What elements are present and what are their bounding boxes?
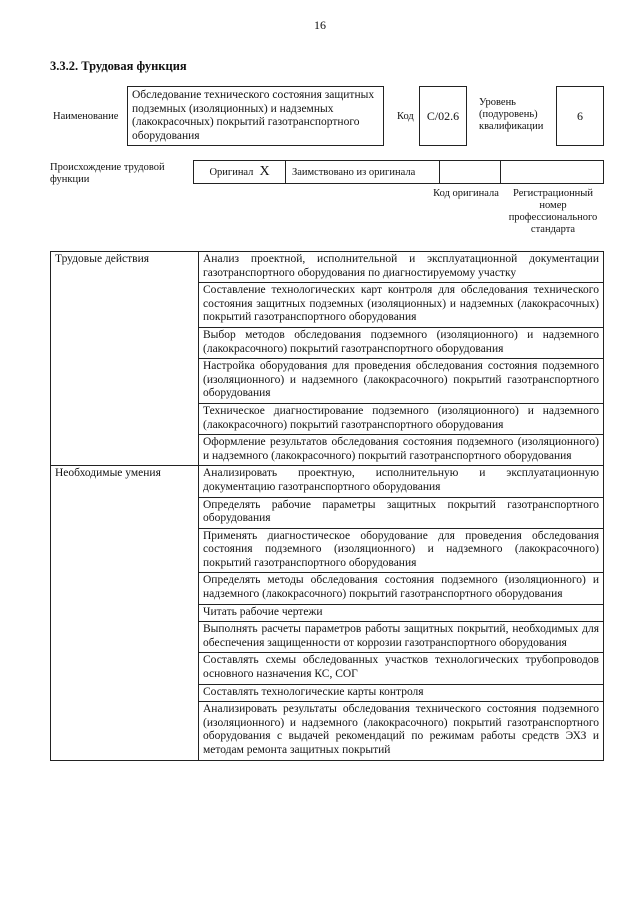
labor-actions-label: Трудовые действия [51, 252, 199, 466]
name-label: Наименование [53, 111, 119, 122]
table-row [51, 466, 604, 497]
table-cell: Определять рабочие параметры защитных покрытий газотранспортного оборудования [199, 497, 604, 528]
code-original-caption: Код оригинала [433, 188, 499, 199]
table-cell: Техническое диагностирование подземного (изоляционного) и надземного (лакокрасочного) покрытий газотранспортного оборудования [199, 403, 604, 434]
code-label: Код [397, 111, 414, 122]
level-label: Уровень (подуровень) квалификации [479, 97, 544, 132]
table-cell: Выполнять расчеты параметров работы защитных покрытий, необходимых для обеспечения защищенности от коррозии газотранспортного оборудования [199, 622, 604, 653]
table-cell: Настройка оборудования для проведения обследования состояния подземного (изоляционного) и надземного (лакокрасочного) покрытий газотранспортного оборудования [199, 359, 604, 404]
table-cell: Читать рабочие чертежи [199, 604, 604, 622]
code-value-box: C/02.6 [419, 86, 467, 146]
table-cell: Анализировать результаты обследования технического состояния подземного (изоляционного) и надземного (лакокрасочного) покрытий газотранспортного оборудования с выдачей рекомендаций по режимам работы средств ЭХЗ и методам ремонта защитных покрытий [199, 702, 604, 760]
table-cell: Составлять технологические карты контроля [199, 684, 604, 702]
function-name-box: Обследование технического состояния защитных подземных (изоляционных) и надземных (лакокрасочных) покрытий газотранспортного оборудования [127, 86, 384, 146]
origin-row [193, 160, 604, 184]
level-value-box: 6 [556, 86, 604, 146]
table-cell: Составлять схемы обследованных участков технологических трубопроводов основного назначения КС, СОГ [199, 653, 604, 684]
reg-number-caption: Регистрационный номер профессионального стандарта [508, 188, 598, 235]
table-cell: Определять методы обследования состояния подземного (изоляционного) и надземного (лакокрасочного) покрытий газотранспортного оборудования [199, 573, 604, 604]
origin-reg-cell [501, 161, 603, 183]
origin-borrowed-cell: Заимствовано из оригинала [286, 161, 440, 183]
original-mark: X [259, 164, 270, 179]
section-title: 3.3.2. Трудовая функция [50, 59, 187, 73]
table-cell: Анализ проектной, исполнительной и эксплуатационной документации газотранспортного оборудования по диагностируемому участку [199, 252, 604, 283]
page-number: 16 [314, 18, 326, 32]
table-cell: Составление технологических карт контроля для обследования технического состояния защитных подземных (изоляционных) и надземных (лакокрасочных) покрытий газотранспортного оборудования [199, 283, 604, 328]
table-cell: Оформление результатов обследования состояния подземного (изоляционного) и надземного (лакокрасочного) покрытий газотранспортного оборудования [199, 435, 604, 466]
origin-code-cell [434, 161, 501, 183]
origin-label: Происхождение трудовой функции [50, 162, 165, 185]
table-cell: Выбор методов обследования подземного (изоляционного) и надземного (лакокрасочного) покрытий газотранспортного оборудования [199, 327, 604, 358]
table-row [51, 252, 604, 283]
original-label: Оригинал [209, 166, 254, 178]
origin-original-cell [194, 161, 286, 183]
function-table [50, 251, 604, 761]
table-cell: Анализировать проектную, исполнительную и эксплуатационную документацию газотранспортного оборудования [199, 466, 604, 497]
skills-label: Необходимые умения [51, 466, 199, 760]
table-cell: Применять диагностическое оборудование для проведения обследования состояния подземного (изоляционного) и надземного (лакокрасочного) покрытий газотранспортного оборудования [199, 528, 604, 573]
